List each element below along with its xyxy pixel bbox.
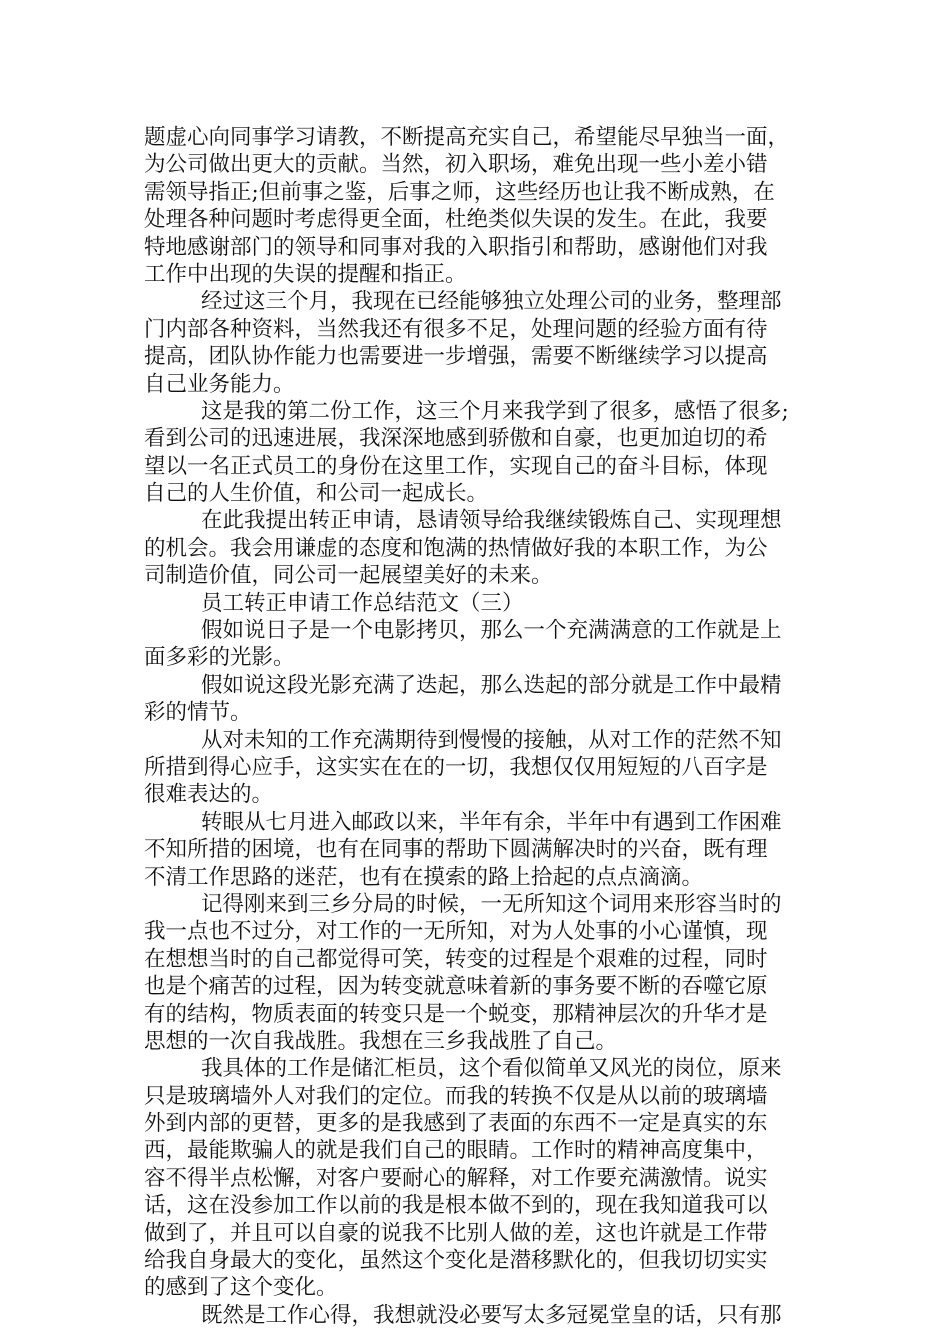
text-line: 自己的人生价值，和公司一起成长。 [144, 481, 489, 507]
text-line: 我一点也不过分，对工作的一无所知，对为人处事的小心谨慎，现 [144, 919, 768, 945]
paragraph-first-line: 记得刚来到三乡分局的时候，一无所知这个词用来形容当时的 [201, 891, 782, 917]
paragraph-first-line: 既然是工作心得，我想就没必要写太多冠冕堂皇的话，只有那 [201, 1302, 782, 1328]
text-line: 所措到得心应手，这实实在在的一切，我想仅仅用短短的八百字是 [144, 754, 768, 780]
paragraph-first-line: 我具体的工作是储汇柜员，这个看似简单又风光的岗位，原来 [201, 1056, 782, 1082]
paragraph-first-line: 转眼从七月进入邮政以来，半年有余，半年中有遇到工作困难 [201, 809, 782, 835]
text-line: 西，最能欺骗人的就是我们自己的眼睛。工作时的精神高度集中， [144, 1138, 768, 1164]
text-line: 只是玻璃墙外人对我们的定位。而我的转换不仅是从以前的玻璃墙 [144, 1083, 768, 1109]
text-line: 特地感谢部门的领导和同事对我的入职指引和帮助，感谢他们对我 [144, 234, 768, 260]
text-line: 的感到了这个变化。 [144, 1275, 338, 1301]
text-line: 很难表达的。 [144, 782, 274, 808]
text-line: 题虚心向同事学习请教，不断提高充实自己，希望能尽早独当一面， [144, 125, 790, 150]
text-line: 做到了，并且可以自豪的说我不比别人做的差，这也许就是工作带 [144, 1220, 768, 1246]
paragraph-first-line: 员工转正申请工作总结范文（三） [201, 590, 524, 616]
text-line: 思想的一次自我战胜。我想在三乡我战胜了自己。 [144, 1028, 618, 1054]
paragraph-first-line: 经过这三个月，我现在已经能够独立处理公司的业务，整理部 [201, 289, 782, 315]
paragraph-first-line: 假如说这段光影充满了迭起，那么迭起的部分就是工作中最精 [201, 672, 782, 698]
text-line: 话，这在没参加工作以前的我是根本做不到的，现在我知道我可以 [144, 1193, 768, 1219]
text-line: 不知所措的困境，也有在同事的帮助下圆满解决时的兴奋，既有理 [144, 837, 768, 863]
text-line: 为公司做出更大的贡献。当然，初入职场，难免出现一些小差小错 [144, 152, 768, 178]
text-line: 自己业务能力。 [144, 371, 295, 397]
paragraph-first-line: 这是我的第二份工作，这三个月来我学到了很多，感悟了很多; [201, 398, 789, 424]
paragraph-first-line: 从对未知的工作充满期待到慢慢的接触，从对工作的茫然不知 [201, 727, 782, 753]
text-line: 外到内部的更替，更多的是我感到了表面的东西不一定是真实的东 [144, 1111, 768, 1137]
text-line: 不清工作思路的迷茫，也有在摸索的路上拾起的点点滴滴。 [144, 864, 704, 890]
text-line: 也是个痛苦的过程，因为转变就意味着新的事务要不断的吞噬它原 [144, 974, 768, 1000]
text-line: 容不得半点松懈，对客户要耐心的解释，对工作要充满激情。说实 [144, 1165, 768, 1191]
text-line: 提高，团队协作能力也需要进一步增强，需要不断继续学习以提高 [144, 344, 768, 370]
paragraph-first-line: 假如说日子是一个电影拷贝，那么一个充满满意的工作就是上 [201, 618, 782, 644]
text-line: 工作中出现的失误的提醒和指正。 [144, 261, 467, 287]
text-line: 处理各种问题时考虑得更全面，杜绝类似失误的发生。在此，我要 [144, 207, 768, 233]
text-line: 门内部各种资料，当然我还有很多不足，处理问题的经验方面有待 [144, 316, 768, 342]
paragraph-first-line: 在此我提出转正申请，恳请领导给我继续锻炼自己、实现理想 [201, 508, 782, 534]
text-line: 在想想当时的自己都觉得可笑，转变的过程是个艰难的过程，同时 [144, 946, 768, 972]
text-line: 给我自身最大的变化，虽然这个变化是潜移默化的，但我切切实实 [144, 1248, 768, 1274]
text-line: 望以一名正式员工的身份在这里工作，实现自己的奋斗目标，体现 [144, 453, 768, 479]
text-line: 彩的情节。 [144, 700, 252, 726]
text-line: 需领导指正;但前事之鉴，后事之师，这些经历也让我不断成熟，在 [144, 179, 775, 205]
text-line: 的机会。我会用谦虚的态度和饱满的热情做好我的本职工作，为公 [144, 535, 768, 561]
text-line: 看到公司的迅速进展，我深深地感到骄傲和自豪，也更加迫切的希 [144, 426, 768, 452]
text-line: 有的结构，物质表面的转变只是一个蜕变，那精神层次的升华才是 [144, 1001, 768, 1027]
text-line: 面多彩的光影。 [144, 645, 295, 671]
text-line: 司制造价值，同公司一起展望美好的未来。 [144, 563, 553, 589]
document-body [144, 124, 806, 1329]
